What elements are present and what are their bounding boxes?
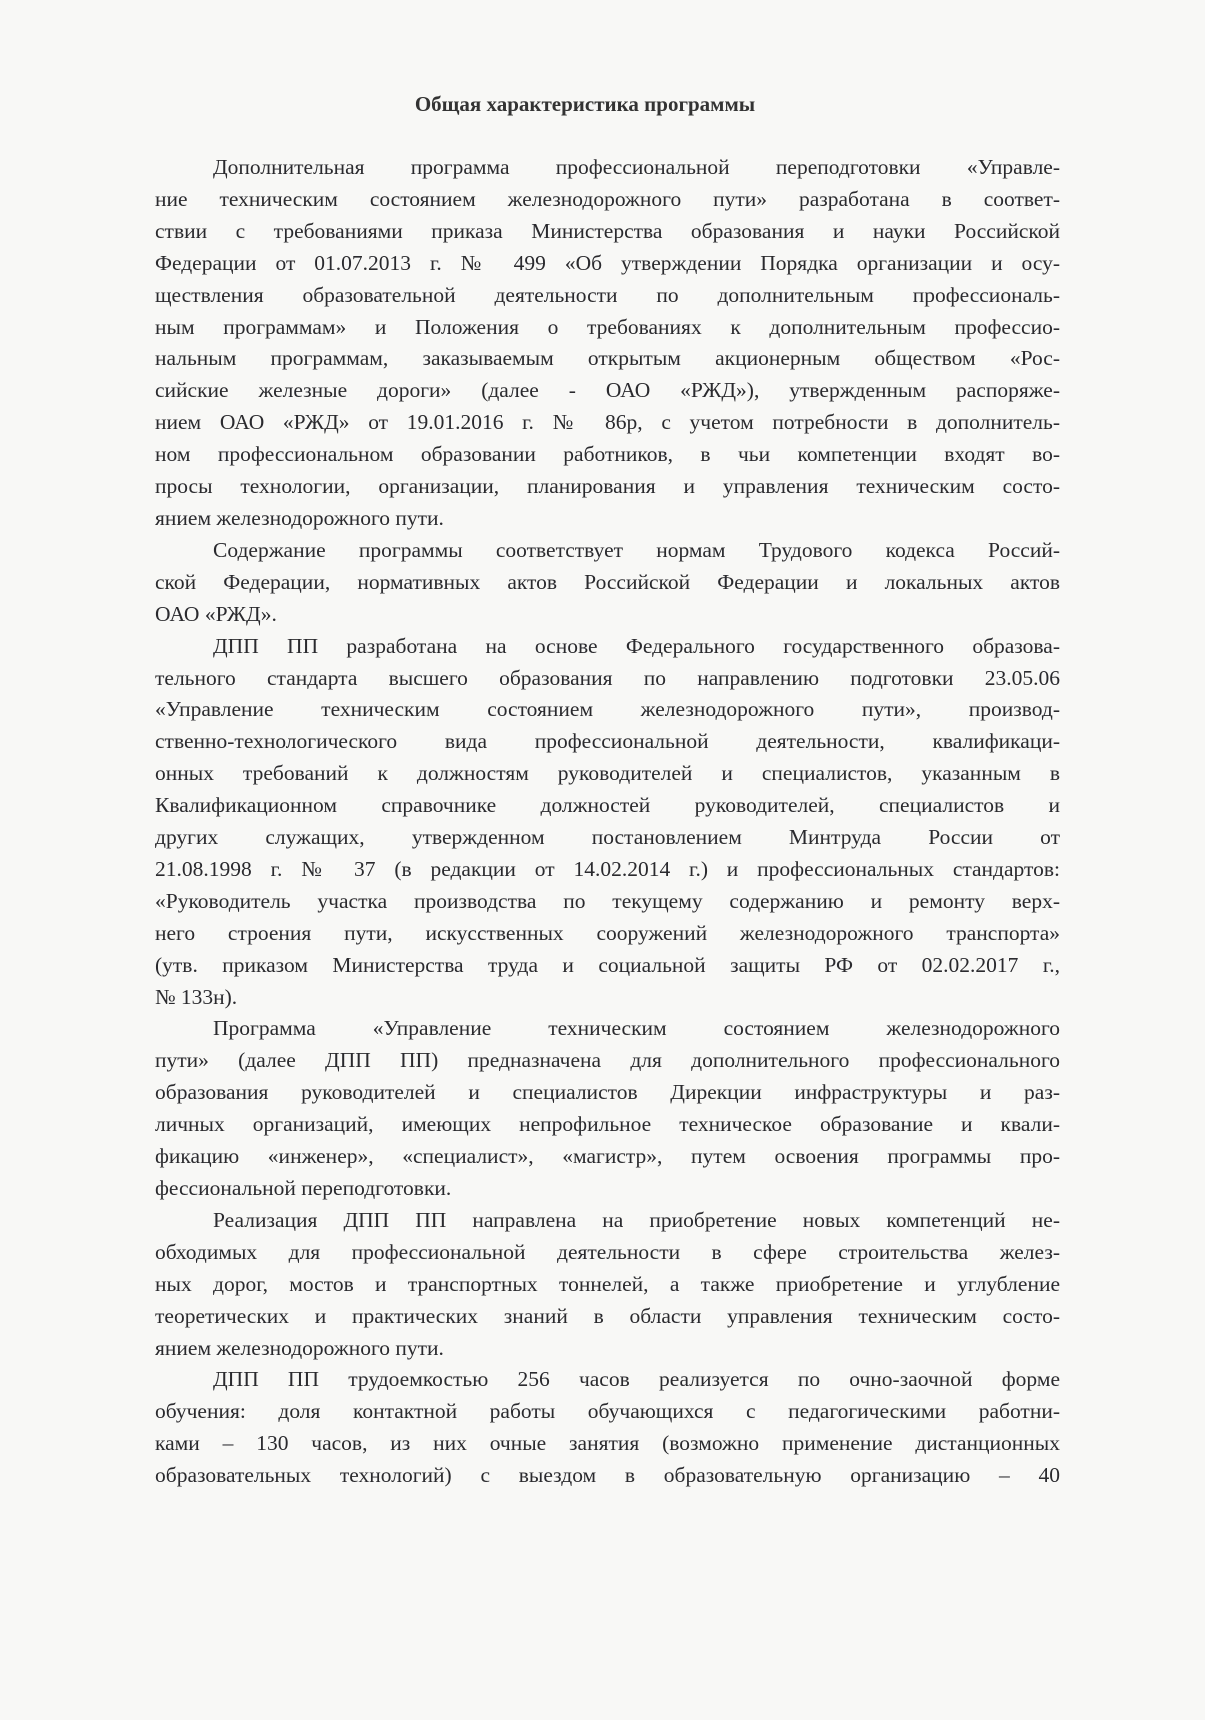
text-line: нальным программам, заказываемым открытым акционерным обществом «Рос-	[155, 346, 1060, 371]
text-line: других служащих, утвержденном постановлением Минтруда России от	[155, 825, 1060, 850]
text-line: ственно-технологического вида профессиональной деятельности, квалификаци-	[155, 729, 1060, 754]
text-line: ществления образовательной деятельности по дополнительным профессиональ-	[155, 282, 1060, 307]
paragraph	[155, 1364, 1060, 1492]
text-line: Программа «Управление техническим состоянием железнодорожного	[213, 1016, 1060, 1041]
text-line: (утв. приказом Министерства труда и социальной защиты РФ от 02.02.2017 г.,	[155, 952, 1060, 977]
text-line: ДПП ПП разработана на основе Федерального государственного образова-	[213, 633, 1060, 658]
paragraph	[155, 152, 1060, 535]
text-line: фессиональной переподготовки.	[155, 1176, 452, 1200]
text-line: янием железнодорожного пути.	[155, 1335, 444, 1360]
text-line: обходимых для профессиональной деятельности в сфере строительства желез-	[155, 1239, 1060, 1264]
text-line: «Управление техническим состоянием железнодорожного пути», производ-	[155, 697, 1060, 722]
text-line: теоретических и практических знаний в области управления техническим состо-	[155, 1303, 1060, 1328]
text-line: онных требований к должностям руководителей и специалистов, указанным в	[155, 761, 1060, 786]
paragraph	[155, 1013, 1060, 1204]
text-line: ных дорог, мостов и транспортных тоннелей, а также приобретение и углубление	[155, 1271, 1060, 1296]
text-line: ской Федерации, нормативных актов Российской Федерации и локальных актов	[155, 569, 1060, 594]
text-line: образовательных технологий) с выездом в образовательную организацию – 40	[155, 1463, 1060, 1488]
text-line: ном профессиональном образовании работников, в чьи компетенции входят во-	[155, 442, 1060, 467]
text-line: образования руководителей и специалистов Дирекции инфраструктуры и раз-	[155, 1080, 1060, 1105]
text-line: Дополнительная программа профессиональной переподготовки «Управле-	[213, 155, 1060, 179]
text-line: ствии с требованиями приказа Министерства образования и науки Российской	[155, 218, 1060, 243]
text-line: личных организаций, имеющих непрофильное техническое образование и квали-	[155, 1112, 1060, 1137]
text-line: ДПП ПП трудоемкостью 256 часов реализуется по очно-заочной форме	[213, 1367, 1060, 1392]
text-line: тельного стандарта высшего образования по направлению подготовки 23.05.06	[155, 665, 1060, 690]
text-line: ками – 130 часов, из них очные занятия (возможно применение дистанционных	[155, 1431, 1060, 1456]
text-line: 21.08.1998 г. № 37 (в редакции от 14.02.2014 г.) и профессиональных стандартов:	[155, 856, 1060, 881]
document-body	[155, 152, 1060, 1492]
text-line: Реализация ДПП ПП направлена на приобретение новых компетенций не-	[213, 1207, 1060, 1232]
text-line: сийские железные дороги» (далее - ОАО «РЖД»), утвержденным распоряже-	[155, 378, 1060, 403]
text-line: Федерации от 01.07.2013 г. № 499 «Об утверждении Порядка организации и осу-	[155, 250, 1060, 275]
text-line: янием железнодорожного пути.	[155, 505, 444, 530]
text-line: него строения пути, искусственных сооружений железнодорожного транспорта»	[155, 920, 1060, 945]
text-line: Содержание программы соответствует нормам Трудового кодекса Россий-	[213, 537, 1060, 562]
text-line: ОАО «РЖД».	[155, 601, 277, 626]
text-line: фикацию «инженер», «специалист», «магистр», путем освоения программы про-	[155, 1144, 1060, 1169]
text-line: ние техническим состоянием железнодорожного пути» разработана в соответ-	[155, 186, 1060, 211]
text-line: просы технологии, организации, планирования и управления техническим состо-	[155, 474, 1060, 499]
text-line: обучения: доля контактной работы обучающихся с педагогическими работни-	[155, 1399, 1060, 1424]
paragraph	[155, 1205, 1060, 1365]
text-line: Квалификационном справочнике должностей руководителей, специалистов и	[155, 793, 1060, 818]
text-line: № 133н).	[155, 984, 238, 1009]
text-line: нием ОАО «РЖД» от 19.01.2016 г. № 86р, с учетом потребности в дополнитель-	[155, 410, 1060, 435]
paragraph	[155, 535, 1060, 631]
document-title: Общая характеристика программы	[414, 92, 756, 116]
text-line: ным программам» и Положения о требованиях к дополнительным профессио-	[155, 314, 1060, 339]
text-line: пути» (далее ДПП ПП) предназначена для дополнительного профессионального	[155, 1048, 1060, 1073]
text-line: «Руководитель участка производства по текущему содержанию и ремонту верх-	[155, 888, 1060, 913]
paragraph	[155, 631, 1060, 1014]
